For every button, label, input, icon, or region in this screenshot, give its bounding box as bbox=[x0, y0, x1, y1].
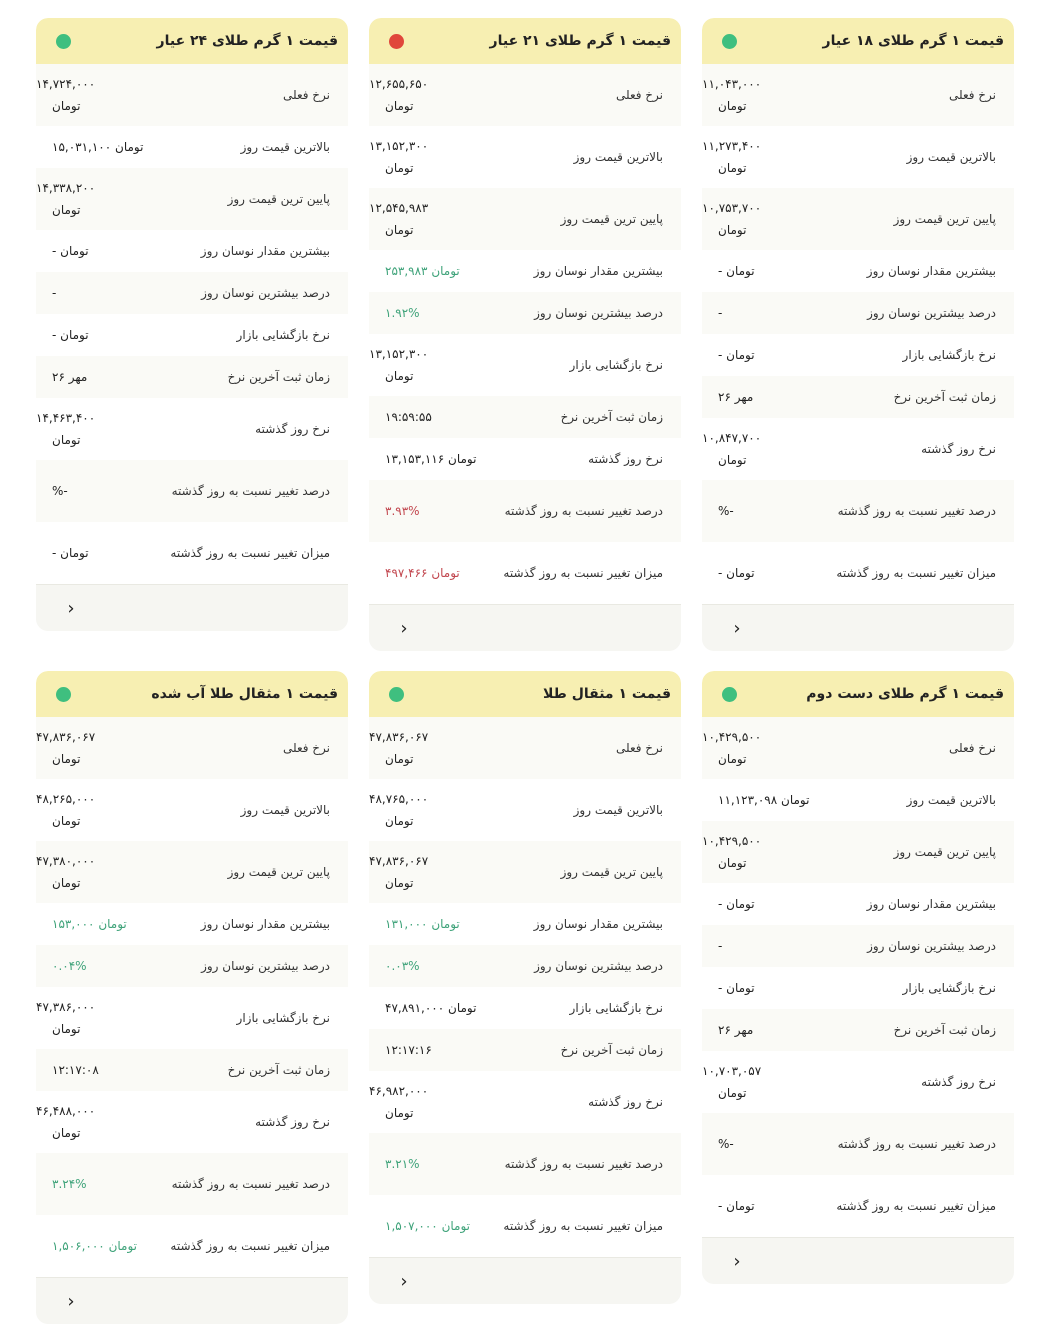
table-row bbox=[369, 945, 681, 987]
status-dot-icon bbox=[722, 34, 737, 49]
row-label: زمان ثبت آخرین نرخ bbox=[893, 390, 996, 404]
table-row bbox=[369, 396, 681, 438]
row-label: زمان ثبت آخرین نرخ bbox=[893, 1023, 996, 1037]
table-row bbox=[36, 945, 348, 987]
value-unit: تومان bbox=[385, 814, 414, 828]
card-mithqal-melted-gold bbox=[36, 671, 348, 1324]
table-row bbox=[369, 841, 681, 903]
row-label: بیشترین مقدار نوسان روز bbox=[866, 264, 996, 278]
table-row bbox=[36, 168, 348, 230]
value-number: ۱۰,۷۰۳,۰۵۷ bbox=[702, 1064, 762, 1078]
table-row bbox=[702, 126, 1014, 188]
chevron-right-icon[interactable]: › bbox=[733, 617, 741, 639]
row-value: - تومان bbox=[52, 546, 89, 560]
row-label: نرخ فعلی bbox=[282, 88, 330, 102]
table-row bbox=[369, 64, 681, 126]
value-number: ۴۶,۹۸۲,۰۰۰ bbox=[369, 1084, 429, 1098]
row-label: زمان ثبت آخرین نرخ bbox=[227, 370, 330, 384]
table-row bbox=[369, 292, 681, 334]
chevron-right-icon[interactable]: › bbox=[67, 597, 75, 619]
row-value: - bbox=[718, 939, 723, 953]
value-number: ۱۱,۲۷۳,۴۰۰ bbox=[702, 139, 762, 153]
card-title: قیمت ۱ گرم طلای ۲۴ عیار bbox=[156, 33, 338, 49]
table-row bbox=[702, 480, 1014, 542]
value-unit: تومان bbox=[718, 752, 747, 766]
card-header bbox=[369, 18, 681, 64]
card-title: قیمت ۱ گرم طلای دست دوم bbox=[806, 686, 1004, 702]
value-number: ۱۴,۴۶۳,۴۰۰ bbox=[36, 411, 96, 425]
value-number: ۱۳,۱۵۲,۳۰۰ bbox=[369, 347, 429, 361]
table-row bbox=[36, 230, 348, 272]
row-value: ۲۶ مهر bbox=[52, 370, 88, 384]
table-row bbox=[702, 883, 1014, 925]
value-unit: تومان bbox=[52, 99, 81, 113]
value-unit: تومان bbox=[385, 876, 414, 890]
card-footer bbox=[36, 584, 348, 631]
card-gold-21k bbox=[369, 18, 681, 651]
value-number: ۱۰,۴۲۹,۵۰۰ bbox=[702, 730, 762, 744]
table-row bbox=[36, 1091, 348, 1153]
table-row bbox=[36, 460, 348, 522]
row-value: ۱۳,۱۵۳,۱۱۶ تومان bbox=[385, 452, 477, 466]
row-label: درصد تغییر نسبت به روز گذشته bbox=[171, 1177, 330, 1191]
table-row bbox=[36, 64, 348, 126]
table-row bbox=[369, 480, 681, 542]
row-value bbox=[369, 197, 479, 241]
row-value bbox=[369, 343, 479, 387]
value-number: ۱۴,۷۲۴,۰۰۰ bbox=[36, 77, 96, 91]
row-value: - تومان bbox=[718, 897, 755, 911]
row-value bbox=[702, 1060, 812, 1104]
row-label: درصد بیشترین نوسان روز bbox=[534, 306, 663, 320]
row-label: نرخ فعلی bbox=[948, 88, 996, 102]
table-row bbox=[36, 841, 348, 903]
row-label: درصد تغییر نسبت به روز گذشته bbox=[504, 504, 663, 518]
row-value bbox=[369, 135, 479, 179]
status-dot-icon bbox=[389, 34, 404, 49]
row-value: ۰.۰۴% bbox=[52, 959, 87, 973]
row-label: میزان تغییر نسبت به روز گذشته bbox=[170, 546, 330, 560]
row-value: %- bbox=[52, 484, 68, 498]
row-value: ۲۶ مهر bbox=[718, 1023, 754, 1037]
row-value: - تومان bbox=[718, 981, 755, 995]
table-row bbox=[702, 376, 1014, 418]
row-value: - bbox=[718, 306, 723, 320]
row-label: نرخ فعلی bbox=[615, 741, 663, 755]
card-title: قیمت ۱ گرم طلای ۱۸ عیار bbox=[822, 33, 1004, 49]
row-label: درصد بیشترین نوسان روز bbox=[867, 939, 996, 953]
table-row bbox=[702, 418, 1014, 480]
row-label: میزان تغییر نسبت به روز گذشته bbox=[503, 566, 663, 580]
row-label: درصد تغییر نسبت به روز گذشته bbox=[504, 1157, 663, 1171]
row-label: نرخ روز گذشته bbox=[255, 1115, 330, 1129]
row-label: بیشترین مقدار نوسان روز bbox=[533, 264, 663, 278]
row-value: ۱.۹۲% bbox=[385, 306, 420, 320]
row-label: بالاترین قیمت روز bbox=[240, 803, 330, 817]
table-row bbox=[369, 334, 681, 396]
value-number: ۱۲,۶۵۵,۶۵۰ bbox=[369, 77, 429, 91]
table-row bbox=[36, 126, 348, 168]
row-label: نرخ روز گذشته bbox=[588, 1095, 663, 1109]
status-dot-icon bbox=[56, 687, 71, 702]
card-header bbox=[36, 671, 348, 717]
row-label: بیشترین مقدار نوسان روز bbox=[200, 244, 330, 258]
row-label: بالاترین قیمت روز bbox=[240, 140, 330, 154]
row-value: ۱۲:۱۷:۰۸ bbox=[52, 1063, 99, 1077]
row-value: ۴۹۷,۴۶۶ تومان bbox=[385, 566, 460, 580]
table-row bbox=[369, 903, 681, 945]
table-row bbox=[36, 1153, 348, 1215]
row-label: نرخ بازگشایی بازار bbox=[569, 1001, 663, 1015]
value-unit: تومان bbox=[52, 814, 81, 828]
row-label: نرخ روز گذشته bbox=[255, 422, 330, 436]
status-dot-icon bbox=[722, 687, 737, 702]
value-unit: تومان bbox=[52, 203, 81, 217]
value-number: ۴۷,۳۸۰,۰۰۰ bbox=[36, 854, 96, 868]
value-unit: تومان bbox=[385, 369, 414, 383]
row-value: ۴۷,۸۹۱,۰۰۰ تومان bbox=[385, 1001, 477, 1015]
row-label: میزان تغییر نسبت به روز گذشته bbox=[503, 1219, 663, 1233]
row-label: پایین ترین قیمت روز bbox=[560, 212, 663, 226]
row-label: زمان ثبت آخرین نرخ bbox=[227, 1063, 330, 1077]
card-header bbox=[369, 671, 681, 717]
row-label: نرخ بازگشایی بازار bbox=[236, 328, 330, 342]
row-value: - تومان bbox=[718, 348, 755, 362]
row-value bbox=[36, 788, 146, 832]
table-row bbox=[702, 1113, 1014, 1175]
row-label: بالاترین قیمت روز bbox=[573, 803, 663, 817]
chevron-right-icon[interactable]: › bbox=[67, 1290, 75, 1312]
table-row bbox=[36, 356, 348, 398]
row-label: بیشترین مقدار نوسان روز bbox=[866, 897, 996, 911]
row-value: - تومان bbox=[52, 328, 89, 342]
row-value: %- bbox=[718, 1137, 734, 1151]
value-unit: تومان bbox=[385, 161, 414, 175]
table-row bbox=[702, 250, 1014, 292]
table-row bbox=[36, 314, 348, 356]
value-unit: تومان bbox=[52, 752, 81, 766]
card-title: قیمت ۱ مثقال طلا bbox=[543, 686, 671, 702]
value-unit: تومان bbox=[52, 876, 81, 890]
value-number: ۱۴,۳۳۸,۲۰۰ bbox=[36, 181, 96, 195]
row-label: پایین ترین قیمت روز bbox=[560, 865, 663, 879]
table-row bbox=[369, 438, 681, 480]
row-label: درصد بیشترین نوسان روز bbox=[201, 959, 330, 973]
row-value: ۱۵,۰۳۱,۱۰۰ تومان bbox=[52, 140, 144, 154]
row-value: ۱۹:۵۹:۵۵ bbox=[385, 410, 432, 424]
table-row bbox=[369, 1071, 681, 1133]
table-row bbox=[702, 292, 1014, 334]
card-footer bbox=[702, 604, 1014, 651]
row-label: نرخ فعلی bbox=[282, 741, 330, 755]
row-label: پایین ترین قیمت روز bbox=[227, 865, 330, 879]
row-label: پایین ترین قیمت روز bbox=[893, 845, 996, 859]
table-row bbox=[369, 779, 681, 841]
row-value: - تومان bbox=[718, 1199, 755, 1213]
status-dot-icon bbox=[389, 687, 404, 702]
row-value: - تومان bbox=[718, 264, 755, 278]
row-value bbox=[702, 135, 812, 179]
value-unit: تومان bbox=[718, 1086, 747, 1100]
table-row bbox=[369, 1195, 681, 1257]
row-label: زمان ثبت آخرین نرخ bbox=[560, 1043, 663, 1057]
table-row bbox=[702, 542, 1014, 604]
value-number: ۴۶,۴۸۸,۰۰۰ bbox=[36, 1104, 96, 1118]
table-row bbox=[369, 717, 681, 779]
value-unit: تومان bbox=[385, 223, 414, 237]
value-unit: تومان bbox=[385, 99, 414, 113]
table-row bbox=[36, 1215, 348, 1277]
value-number: ۱۱,۰۴۳,۰۰۰ bbox=[702, 77, 762, 91]
status-dot-icon bbox=[56, 34, 71, 49]
table-row bbox=[369, 987, 681, 1029]
row-value bbox=[369, 850, 479, 894]
row-label: میزان تغییر نسبت به روز گذشته bbox=[170, 1239, 330, 1253]
value-number: ۱۰,۷۵۳,۷۰۰ bbox=[702, 201, 762, 215]
row-label: نرخ روز گذشته bbox=[921, 442, 996, 456]
value-unit: تومان bbox=[385, 752, 414, 766]
table-row bbox=[702, 717, 1014, 779]
row-label: میزان تغییر نسبت به روز گذشته bbox=[836, 1199, 996, 1213]
row-value: ۲۶ مهر bbox=[718, 390, 754, 404]
row-value bbox=[36, 726, 146, 770]
table-row bbox=[36, 522, 348, 584]
row-value: - تومان bbox=[718, 566, 755, 580]
value-number: ۴۷,۸۳۶,۰۶۷ bbox=[369, 730, 429, 744]
row-label: نرخ روز گذشته bbox=[588, 452, 663, 466]
row-value bbox=[702, 197, 812, 241]
card-title: قیمت ۱ گرم طلای ۲۱ عیار bbox=[489, 33, 671, 49]
row-value bbox=[369, 726, 479, 770]
row-value bbox=[702, 73, 812, 117]
row-value: - bbox=[52, 286, 57, 300]
table-row bbox=[36, 398, 348, 460]
table-row bbox=[702, 779, 1014, 821]
row-label: نرخ روز گذشته bbox=[921, 1075, 996, 1089]
value-unit: تومان bbox=[718, 99, 747, 113]
row-label: نرخ بازگشایی بازار bbox=[902, 981, 996, 995]
card-footer bbox=[702, 1237, 1014, 1284]
table-row bbox=[702, 64, 1014, 126]
row-label: بالاترین قیمت روز bbox=[573, 150, 663, 164]
table-row bbox=[369, 542, 681, 604]
card-mithqal-gold bbox=[369, 671, 681, 1304]
card-footer bbox=[369, 1257, 681, 1304]
card-header bbox=[702, 18, 1014, 64]
row-label: پایین ترین قیمت روز bbox=[227, 192, 330, 206]
row-label: زمان ثبت آخرین نرخ bbox=[560, 410, 663, 424]
table-row bbox=[36, 779, 348, 841]
row-value bbox=[36, 850, 146, 894]
value-unit: تومان bbox=[385, 1106, 414, 1120]
value-number: ۱۰,۸۴۷,۷۰۰ bbox=[702, 431, 762, 445]
row-label: درصد تغییر نسبت به روز گذشته bbox=[837, 1137, 996, 1151]
table-row bbox=[36, 903, 348, 945]
table-row bbox=[702, 334, 1014, 376]
table-row bbox=[369, 250, 681, 292]
row-value bbox=[36, 996, 146, 1040]
table-row bbox=[369, 188, 681, 250]
value-number: ۴۷,۸۳۶,۰۶۷ bbox=[369, 854, 429, 868]
row-value: ۳.۲۴% bbox=[52, 1177, 87, 1191]
value-number: ۴۷,۳۸۶,۰۰۰ bbox=[36, 1000, 96, 1014]
row-value: ۱,۵۰۶,۰۰۰ تومان bbox=[52, 1239, 137, 1253]
table-row bbox=[702, 188, 1014, 250]
chevron-right-icon[interactable]: › bbox=[733, 1250, 741, 1272]
row-value bbox=[36, 1100, 146, 1144]
row-value: ۱۲:۱۷:۱۶ bbox=[385, 1043, 432, 1057]
row-label: بیشترین مقدار نوسان روز bbox=[533, 917, 663, 931]
row-value: ۱۳۱,۰۰۰ تومان bbox=[385, 917, 460, 931]
card-header bbox=[36, 18, 348, 64]
value-unit: تومان bbox=[718, 223, 747, 237]
row-label: میزان تغییر نسبت به روز گذشته bbox=[836, 566, 996, 580]
row-label: پایین ترین قیمت روز bbox=[893, 212, 996, 226]
table-row bbox=[36, 1049, 348, 1091]
row-label: درصد بیشترین نوسان روز bbox=[534, 959, 663, 973]
value-number: ۱۲,۵۴۵,۹۸۳ bbox=[369, 201, 429, 215]
row-value: %- bbox=[718, 504, 734, 518]
row-label: درصد تغییر نسبت به روز گذشته bbox=[837, 504, 996, 518]
chevron-right-icon[interactable]: › bbox=[400, 617, 408, 639]
table-row bbox=[702, 821, 1014, 883]
value-unit: تومان bbox=[52, 433, 81, 447]
value-number: ۴۸,۲۶۵,۰۰۰ bbox=[36, 792, 96, 806]
row-label: بالاترین قیمت روز bbox=[906, 150, 996, 164]
row-label: نرخ بازگشایی بازار bbox=[569, 358, 663, 372]
row-value bbox=[702, 427, 812, 471]
card-title: قیمت ۱ مثقال طلا آب شده bbox=[151, 686, 338, 702]
row-value bbox=[36, 177, 146, 221]
row-value: ۱۱,۱۲۳,۰۹۸ تومان bbox=[718, 793, 810, 807]
row-label: نرخ فعلی bbox=[615, 88, 663, 102]
row-value bbox=[702, 726, 812, 770]
card-header bbox=[702, 671, 1014, 717]
value-unit: تومان bbox=[718, 161, 747, 175]
value-number: ۱۳,۱۵۲,۳۰۰ bbox=[369, 139, 429, 153]
table-row bbox=[702, 1009, 1014, 1051]
table-row bbox=[702, 967, 1014, 1009]
value-unit: تومان bbox=[718, 453, 747, 467]
table-row bbox=[36, 717, 348, 779]
row-value: ۳.۲۱% bbox=[385, 1157, 420, 1171]
card-gold-18k bbox=[702, 18, 1014, 651]
value-unit: تومان bbox=[718, 856, 747, 870]
chevron-right-icon[interactable]: › bbox=[400, 1270, 408, 1292]
row-value bbox=[36, 407, 146, 451]
value-number: ۱۰,۴۲۹,۵۰۰ bbox=[702, 834, 762, 848]
row-value: - تومان bbox=[52, 244, 89, 258]
row-value bbox=[369, 73, 479, 117]
row-label: بالاترین قیمت روز bbox=[906, 793, 996, 807]
row-label: درصد بیشترین نوسان روز bbox=[201, 286, 330, 300]
row-value bbox=[369, 1080, 479, 1124]
table-row bbox=[702, 925, 1014, 967]
row-label: نرخ بازگشایی بازار bbox=[236, 1011, 330, 1025]
row-value bbox=[36, 73, 146, 117]
row-value bbox=[702, 830, 812, 874]
table-row bbox=[36, 272, 348, 314]
value-unit: تومان bbox=[52, 1126, 81, 1140]
row-label: درصد بیشترین نوسان روز bbox=[867, 306, 996, 320]
row-value bbox=[369, 788, 479, 832]
row-value: ۱,۵۰۷,۰۰۰ تومان bbox=[385, 1219, 470, 1233]
table-row bbox=[369, 1133, 681, 1195]
row-label: نرخ فعلی bbox=[948, 741, 996, 755]
table-row bbox=[369, 126, 681, 188]
row-value: ۲۵۳,۹۸۳ تومان bbox=[385, 264, 460, 278]
row-value: ۰.۰۳% bbox=[385, 959, 420, 973]
row-value: ۱۵۳,۰۰۰ تومان bbox=[52, 917, 127, 931]
value-number: ۴۷,۸۳۶,۰۶۷ bbox=[36, 730, 96, 744]
row-value: ۳.۹۳% bbox=[385, 504, 420, 518]
value-unit: تومان bbox=[52, 1022, 81, 1036]
value-number: ۴۸,۷۶۵,۰۰۰ bbox=[369, 792, 429, 806]
table-row bbox=[702, 1051, 1014, 1113]
row-label: نرخ بازگشایی بازار bbox=[902, 348, 996, 362]
card-footer bbox=[36, 1277, 348, 1324]
row-label: درصد تغییر نسبت به روز گذشته bbox=[171, 484, 330, 498]
card-footer bbox=[369, 604, 681, 651]
card-gold-used bbox=[702, 671, 1014, 1284]
card-gold-24k bbox=[36, 18, 348, 631]
row-label: بیشترین مقدار نوسان روز bbox=[200, 917, 330, 931]
table-row bbox=[36, 987, 348, 1049]
table-row bbox=[702, 1175, 1014, 1237]
table-row bbox=[369, 1029, 681, 1071]
